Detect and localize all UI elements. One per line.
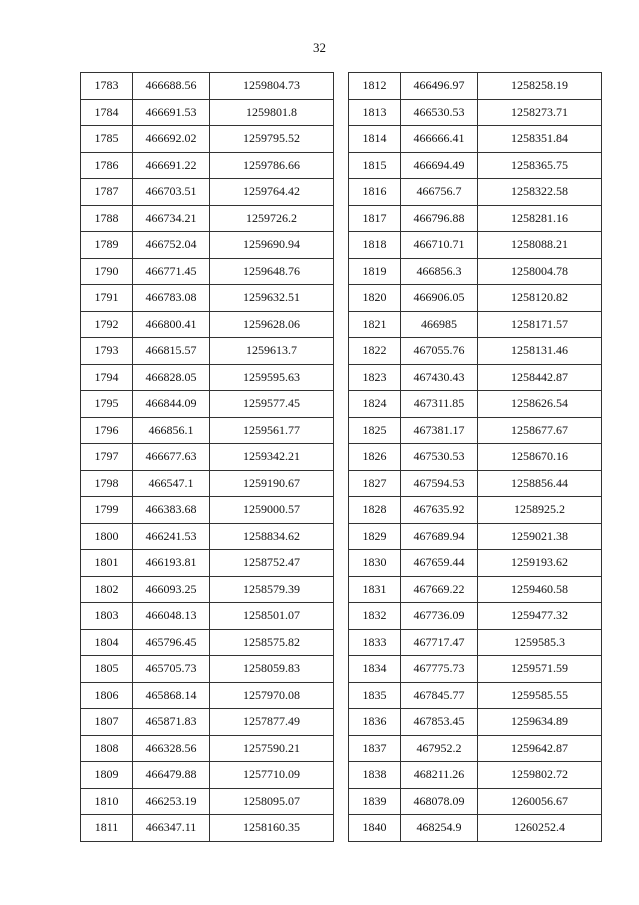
table-row: [349, 99, 602, 126]
y-coordinate-cell: 1258442.87: [478, 364, 602, 391]
x-coordinate-cell: 466710.71: [401, 232, 478, 259]
point-id-cell: 1826: [349, 444, 401, 471]
y-coordinate-cell: 1259190.67: [210, 470, 334, 497]
x-coordinate-cell: 466815.57: [133, 338, 210, 365]
x-coordinate-cell: 466828.05: [133, 364, 210, 391]
page-number: 32: [313, 40, 326, 55]
point-id-cell: 1798: [81, 470, 133, 497]
x-coordinate-cell: 466048.13: [133, 603, 210, 630]
y-coordinate-cell: 1258856.44: [478, 470, 602, 497]
x-coordinate-cell: 466677.63: [133, 444, 210, 471]
table-row: [349, 258, 602, 285]
y-coordinate-cell: 1258365.75: [478, 152, 602, 179]
x-coordinate-cell: 467717.47: [401, 629, 478, 656]
table-row: [349, 709, 602, 736]
x-coordinate-cell: 467659.44: [401, 550, 478, 577]
point-id-cell: 1789: [81, 232, 133, 259]
point-id-cell: 1838: [349, 762, 401, 789]
table-row: [81, 576, 334, 603]
table-row: [349, 497, 602, 524]
point-id-cell: 1827: [349, 470, 401, 497]
table-row: [349, 364, 602, 391]
x-coordinate-cell: 466734.21: [133, 205, 210, 232]
y-coordinate-cell: 1259613.7: [210, 338, 334, 365]
x-coordinate-cell: 466756.7: [401, 179, 478, 206]
x-coordinate-cell: 467381.17: [401, 417, 478, 444]
table-row: [349, 126, 602, 153]
y-coordinate-cell: 1259764.42: [210, 179, 334, 206]
x-coordinate-cell: 467635.92: [401, 497, 478, 524]
point-id-cell: 1813: [349, 99, 401, 126]
point-id-cell: 1840: [349, 815, 401, 842]
x-coordinate-cell: 467845.77: [401, 682, 478, 709]
table-row: [81, 205, 334, 232]
coordinate-table-left-body: [81, 73, 334, 842]
y-coordinate-cell: 1259690.94: [210, 232, 334, 259]
x-coordinate-cell: 467430.43: [401, 364, 478, 391]
x-coordinate-cell: 466771.45: [133, 258, 210, 285]
x-coordinate-cell: 468211.26: [401, 762, 478, 789]
point-id-cell: 1811: [81, 815, 133, 842]
y-coordinate-cell: 1259642.87: [478, 735, 602, 762]
table-row: [81, 73, 334, 100]
y-coordinate-cell: 1259571.59: [478, 656, 602, 683]
point-id-cell: 1800: [81, 523, 133, 550]
y-coordinate-cell: 1260252.4: [478, 815, 602, 842]
x-coordinate-cell: 466383.68: [133, 497, 210, 524]
x-coordinate-cell: 466752.04: [133, 232, 210, 259]
point-id-cell: 1821: [349, 311, 401, 338]
point-id-cell: 1784: [81, 99, 133, 126]
table-row: [349, 470, 602, 497]
y-coordinate-cell: 1258160.35: [210, 815, 334, 842]
y-coordinate-cell: 1259577.45: [210, 391, 334, 418]
point-id-cell: 1785: [81, 126, 133, 153]
table-row: [81, 470, 334, 497]
table-row: [349, 152, 602, 179]
point-id-cell: 1822: [349, 338, 401, 365]
x-coordinate-cell: 466694.49: [401, 152, 478, 179]
point-id-cell: 1829: [349, 523, 401, 550]
table-row: [81, 682, 334, 709]
x-coordinate-cell: 467952.2: [401, 735, 478, 762]
x-coordinate-cell: 466783.08: [133, 285, 210, 312]
table-row: [81, 417, 334, 444]
table-row: [81, 762, 334, 789]
y-coordinate-cell: 1258670.16: [478, 444, 602, 471]
point-id-cell: 1804: [81, 629, 133, 656]
y-coordinate-cell: 1259726.2: [210, 205, 334, 232]
table-row: [81, 285, 334, 312]
point-id-cell: 1783: [81, 73, 133, 100]
point-id-cell: 1786: [81, 152, 133, 179]
x-coordinate-cell: 467736.09: [401, 603, 478, 630]
x-coordinate-cell: 466688.56: [133, 73, 210, 100]
y-coordinate-cell: 1258088.21: [478, 232, 602, 259]
y-coordinate-cell: 1258575.82: [210, 629, 334, 656]
y-coordinate-cell: 1259628.06: [210, 311, 334, 338]
coordinate-table-left: [80, 72, 334, 842]
y-coordinate-cell: 1260056.67: [478, 788, 602, 815]
x-coordinate-cell: 466241.53: [133, 523, 210, 550]
x-coordinate-cell: 468254.9: [401, 815, 478, 842]
x-coordinate-cell: 466691.22: [133, 152, 210, 179]
table-row: [349, 788, 602, 815]
x-coordinate-cell: 466479.88: [133, 762, 210, 789]
x-coordinate-cell: 467853.45: [401, 709, 478, 736]
x-coordinate-cell: 466496.97: [401, 73, 478, 100]
y-coordinate-cell: 1258171.57: [478, 311, 602, 338]
y-coordinate-cell: 1258281.16: [478, 205, 602, 232]
table-row: [349, 444, 602, 471]
point-id-cell: 1830: [349, 550, 401, 577]
x-coordinate-cell: 466856.3: [401, 258, 478, 285]
x-coordinate-cell: 467311.85: [401, 391, 478, 418]
y-coordinate-cell: 1259634.89: [478, 709, 602, 736]
point-id-cell: 1791: [81, 285, 133, 312]
table-row: [81, 735, 334, 762]
table-row: [81, 232, 334, 259]
y-coordinate-cell: 1259477.32: [478, 603, 602, 630]
point-id-cell: 1816: [349, 179, 401, 206]
table-row: [349, 179, 602, 206]
table-row: [349, 682, 602, 709]
point-id-cell: 1835: [349, 682, 401, 709]
x-coordinate-cell: 465705.73: [133, 656, 210, 683]
point-id-cell: 1817: [349, 205, 401, 232]
y-coordinate-cell: 1259193.62: [478, 550, 602, 577]
point-id-cell: 1806: [81, 682, 133, 709]
table-row: [81, 603, 334, 630]
y-coordinate-cell: 1259648.76: [210, 258, 334, 285]
y-coordinate-cell: 1259802.72: [478, 762, 602, 789]
y-coordinate-cell: 1257877.49: [210, 709, 334, 736]
point-id-cell: 1815: [349, 152, 401, 179]
table-row: [81, 364, 334, 391]
point-id-cell: 1839: [349, 788, 401, 815]
y-coordinate-cell: 1259342.21: [210, 444, 334, 471]
table-row: [349, 205, 602, 232]
table-row: [81, 311, 334, 338]
table-row: [81, 152, 334, 179]
point-id-cell: 1809: [81, 762, 133, 789]
point-id-cell: 1814: [349, 126, 401, 153]
y-coordinate-cell: 1257710.09: [210, 762, 334, 789]
y-coordinate-cell: 1258501.07: [210, 603, 334, 630]
y-coordinate-cell: 1258131.46: [478, 338, 602, 365]
table-row: [349, 338, 602, 365]
point-id-cell: 1833: [349, 629, 401, 656]
table-row: [349, 735, 602, 762]
table-row: [349, 232, 602, 259]
y-coordinate-cell: 1259585.3: [478, 629, 602, 656]
x-coordinate-cell: 466844.09: [133, 391, 210, 418]
x-coordinate-cell: 466856.1: [133, 417, 210, 444]
table-row: [81, 550, 334, 577]
point-id-cell: 1808: [81, 735, 133, 762]
coordinate-table-right: [348, 72, 602, 842]
y-coordinate-cell: 1258004.78: [478, 258, 602, 285]
table-row: [349, 603, 602, 630]
point-id-cell: 1818: [349, 232, 401, 259]
table-row: [81, 497, 334, 524]
x-coordinate-cell: 466800.41: [133, 311, 210, 338]
x-coordinate-cell: 466666.41: [401, 126, 478, 153]
x-coordinate-cell: 466703.51: [133, 179, 210, 206]
point-id-cell: 1788: [81, 205, 133, 232]
table-row: [349, 550, 602, 577]
table-row: [81, 788, 334, 815]
point-id-cell: 1832: [349, 603, 401, 630]
y-coordinate-cell: 1259632.51: [210, 285, 334, 312]
y-coordinate-cell: 1258834.62: [210, 523, 334, 550]
y-coordinate-cell: 1257590.21: [210, 735, 334, 762]
point-id-cell: 1795: [81, 391, 133, 418]
y-coordinate-cell: 1259595.63: [210, 364, 334, 391]
table-row: [349, 815, 602, 842]
table-row: [81, 656, 334, 683]
point-id-cell: 1812: [349, 73, 401, 100]
x-coordinate-cell: 466530.53: [401, 99, 478, 126]
point-id-cell: 1787: [81, 179, 133, 206]
table-row: [349, 762, 602, 789]
point-id-cell: 1799: [81, 497, 133, 524]
x-coordinate-cell: 466253.19: [133, 788, 210, 815]
coordinate-table-right-body: [349, 73, 602, 842]
table-row: [81, 444, 334, 471]
point-id-cell: 1820: [349, 285, 401, 312]
point-id-cell: 1834: [349, 656, 401, 683]
point-id-cell: 1801: [81, 550, 133, 577]
x-coordinate-cell: 465868.14: [133, 682, 210, 709]
point-id-cell: 1828: [349, 497, 401, 524]
x-coordinate-cell: 466985: [401, 311, 478, 338]
y-coordinate-cell: 1259585.55: [478, 682, 602, 709]
x-coordinate-cell: 467594.53: [401, 470, 478, 497]
table-row: [349, 417, 602, 444]
table-row: [81, 709, 334, 736]
table-row: [349, 285, 602, 312]
point-id-cell: 1810: [81, 788, 133, 815]
point-id-cell: 1824: [349, 391, 401, 418]
x-coordinate-cell: 466691.53: [133, 99, 210, 126]
table-row: [81, 391, 334, 418]
y-coordinate-cell: 1258258.19: [478, 73, 602, 100]
table-row: [349, 311, 602, 338]
x-coordinate-cell: 467689.94: [401, 523, 478, 550]
y-coordinate-cell: 1259000.57: [210, 497, 334, 524]
point-id-cell: 1802: [81, 576, 133, 603]
x-coordinate-cell: 466547.1: [133, 470, 210, 497]
point-id-cell: 1807: [81, 709, 133, 736]
y-coordinate-cell: 1258579.39: [210, 576, 334, 603]
table-row: [349, 391, 602, 418]
y-coordinate-cell: 1258351.84: [478, 126, 602, 153]
y-coordinate-cell: 1258752.47: [210, 550, 334, 577]
x-coordinate-cell: 466906.05: [401, 285, 478, 312]
table-row: [349, 576, 602, 603]
table-row: [81, 815, 334, 842]
point-id-cell: 1837: [349, 735, 401, 762]
x-coordinate-cell: 466692.02: [133, 126, 210, 153]
table-row: [81, 179, 334, 206]
table-row: [81, 523, 334, 550]
y-coordinate-cell: 1259561.77: [210, 417, 334, 444]
y-coordinate-cell: 1259801.8: [210, 99, 334, 126]
table-row: [81, 126, 334, 153]
point-id-cell: 1796: [81, 417, 133, 444]
point-id-cell: 1793: [81, 338, 133, 365]
x-coordinate-cell: 466796.88: [401, 205, 478, 232]
table-row: [349, 523, 602, 550]
point-id-cell: 1836: [349, 709, 401, 736]
point-id-cell: 1803: [81, 603, 133, 630]
table-row: [81, 99, 334, 126]
table-row: [81, 338, 334, 365]
table-row: [349, 73, 602, 100]
y-coordinate-cell: 1259460.58: [478, 576, 602, 603]
y-coordinate-cell: 1259021.38: [478, 523, 602, 550]
y-coordinate-cell: 1259786.66: [210, 152, 334, 179]
x-coordinate-cell: 467530.53: [401, 444, 478, 471]
table-row: [81, 258, 334, 285]
y-coordinate-cell: 1259804.73: [210, 73, 334, 100]
y-coordinate-cell: 1258273.71: [478, 99, 602, 126]
point-id-cell: 1797: [81, 444, 133, 471]
table-row: [81, 629, 334, 656]
point-id-cell: 1794: [81, 364, 133, 391]
x-coordinate-cell: 466093.25: [133, 576, 210, 603]
table-row: [349, 656, 602, 683]
x-coordinate-cell: 465871.83: [133, 709, 210, 736]
x-coordinate-cell: 466328.56: [133, 735, 210, 762]
y-coordinate-cell: 1258059.83: [210, 656, 334, 683]
point-id-cell: 1792: [81, 311, 133, 338]
y-coordinate-cell: 1258095.07: [210, 788, 334, 815]
point-id-cell: 1823: [349, 364, 401, 391]
point-id-cell: 1819: [349, 258, 401, 285]
y-coordinate-cell: 1258322.58: [478, 179, 602, 206]
y-coordinate-cell: 1258677.67: [478, 417, 602, 444]
point-id-cell: 1790: [81, 258, 133, 285]
y-coordinate-cell: 1258120.82: [478, 285, 602, 312]
x-coordinate-cell: 465796.45: [133, 629, 210, 656]
table-row: [349, 629, 602, 656]
x-coordinate-cell: 467669.22: [401, 576, 478, 603]
x-coordinate-cell: 468078.09: [401, 788, 478, 815]
point-id-cell: 1805: [81, 656, 133, 683]
x-coordinate-cell: 467055.76: [401, 338, 478, 365]
x-coordinate-cell: 466193.81: [133, 550, 210, 577]
x-coordinate-cell: 467775.73: [401, 656, 478, 683]
y-coordinate-cell: 1258925.2: [478, 497, 602, 524]
x-coordinate-cell: 466347.11: [133, 815, 210, 842]
point-id-cell: 1831: [349, 576, 401, 603]
y-coordinate-cell: 1259795.52: [210, 126, 334, 153]
y-coordinate-cell: 1258626.54: [478, 391, 602, 418]
y-coordinate-cell: 1257970.08: [210, 682, 334, 709]
point-id-cell: 1825: [349, 417, 401, 444]
